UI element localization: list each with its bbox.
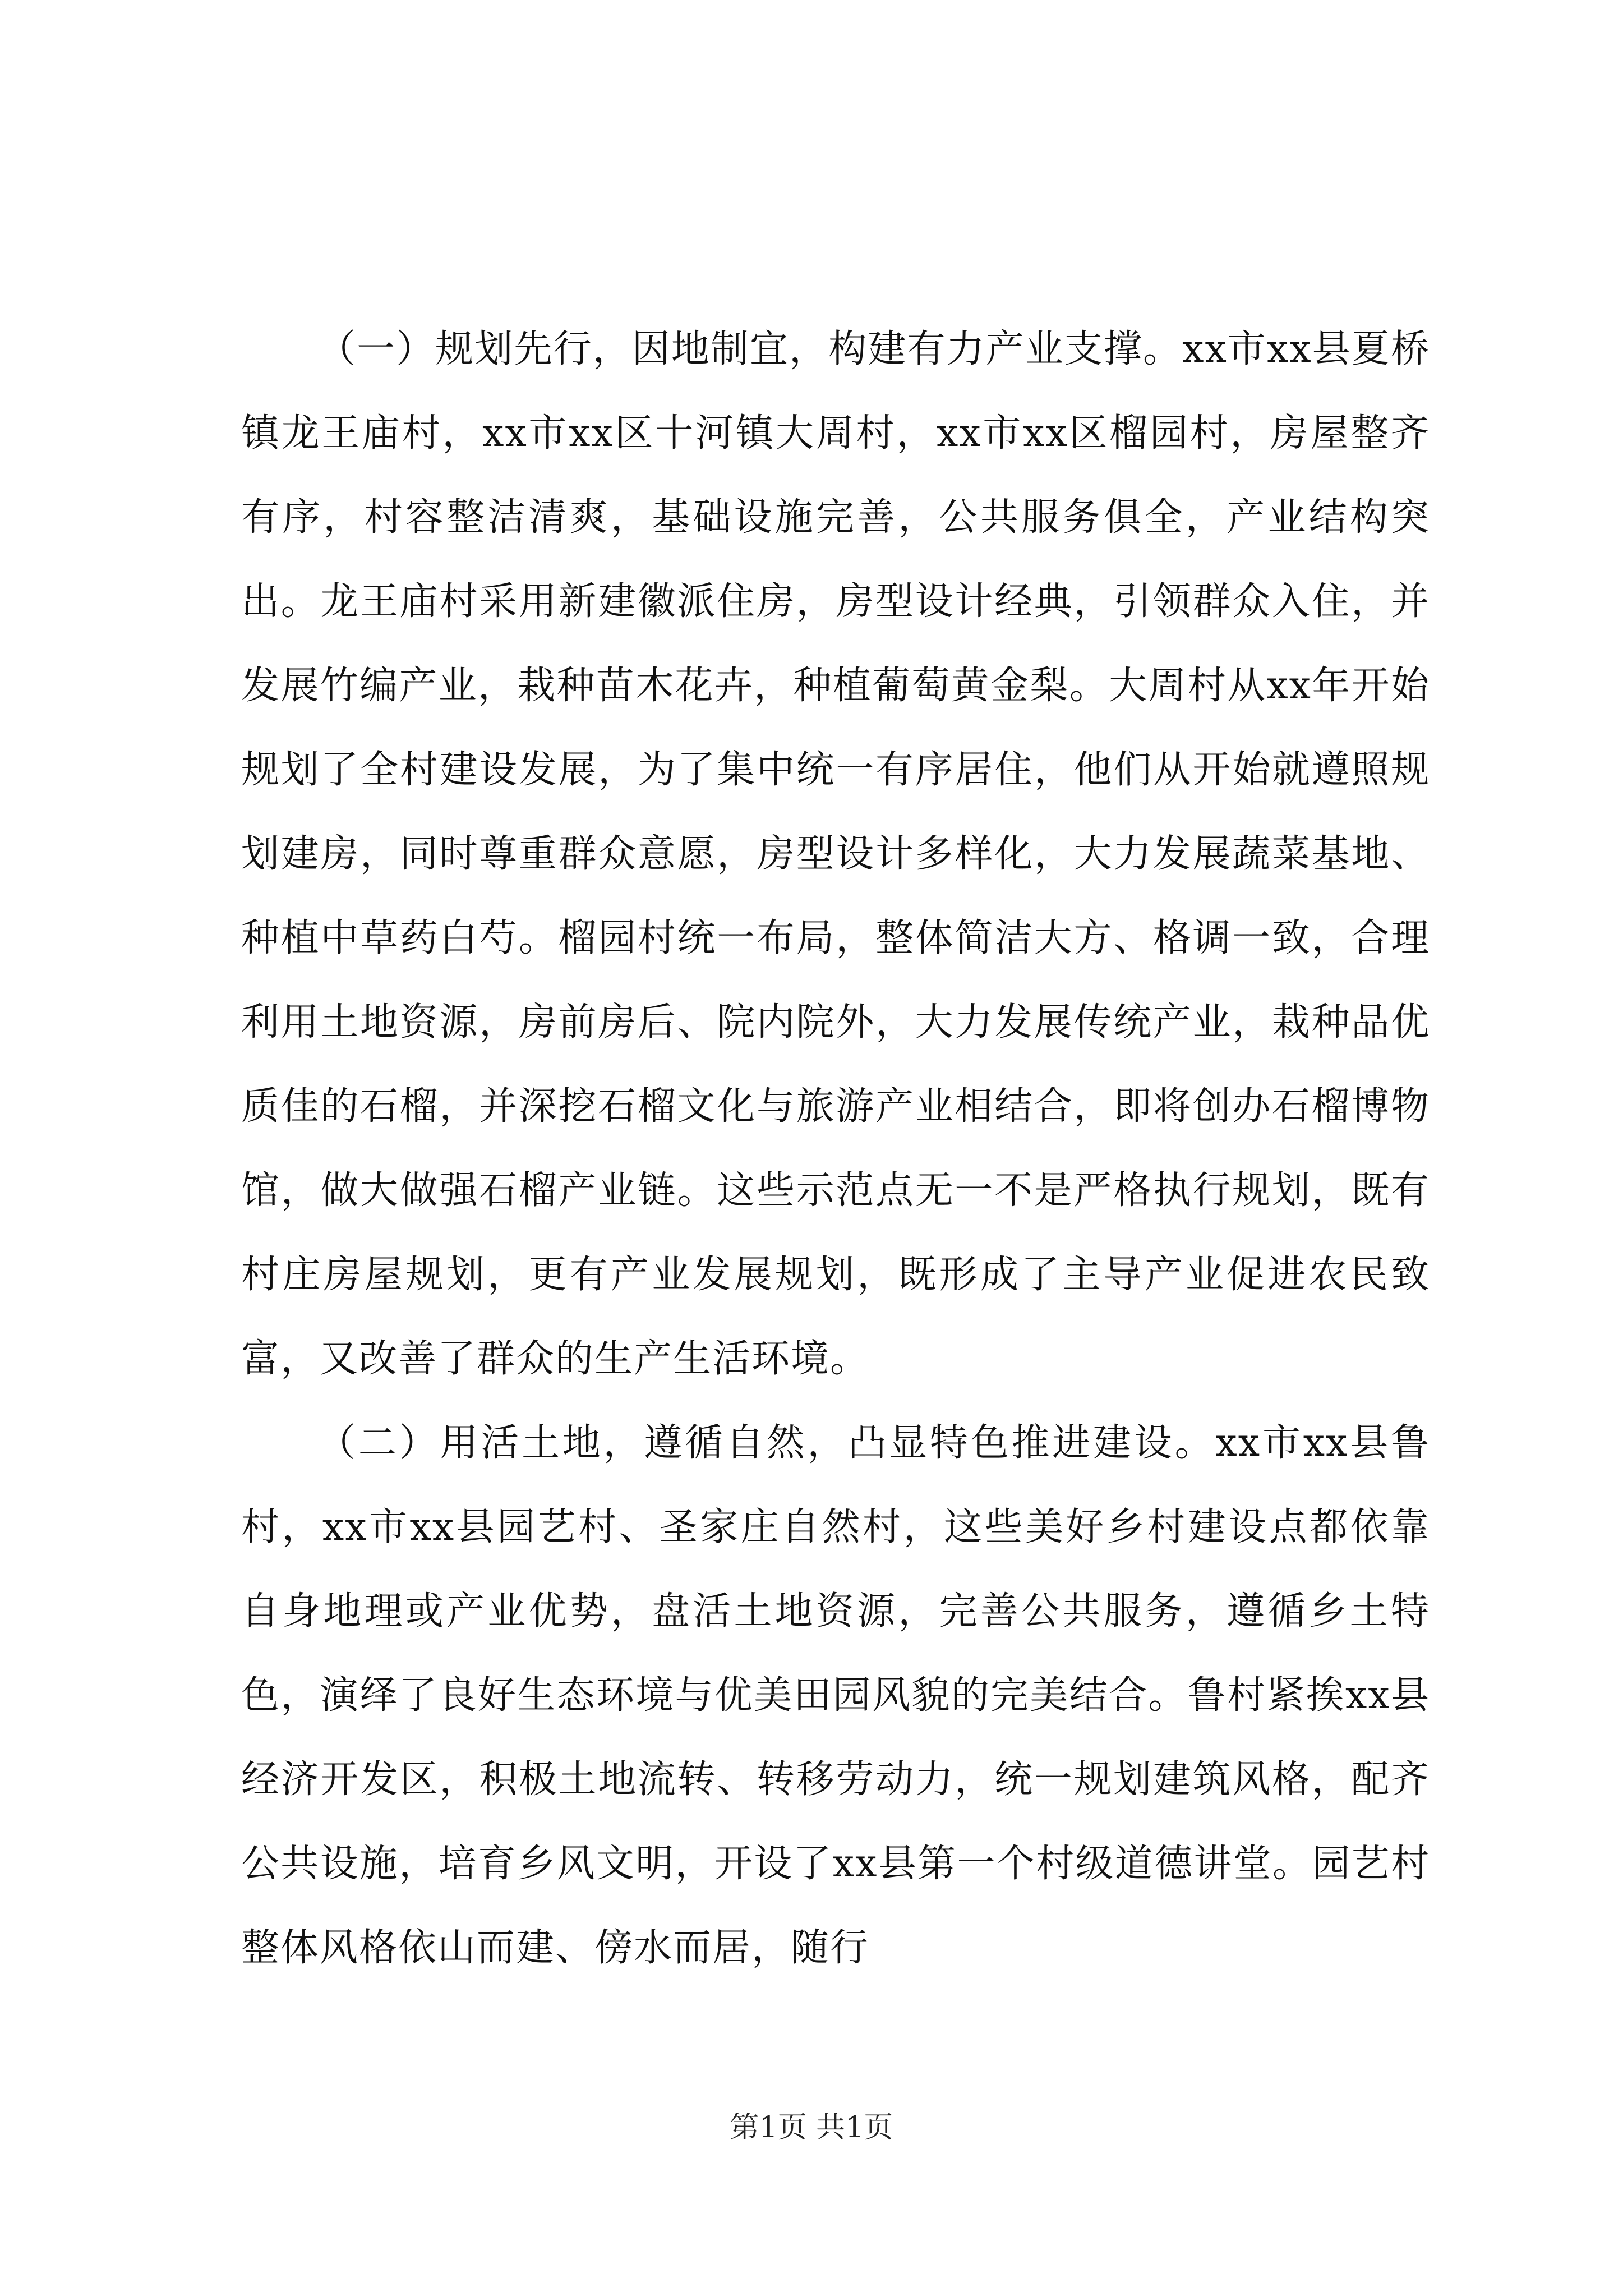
paragraph-land-use: （二）用活土地，遵循自然，凸显特色推进建设。xx市xx县鲁村，xx市xx县园艺村、圣家庄自然村，这些美好乡村建设点都依靠自身地理或产业优势，盘活土地资源，完善公共服务，遵循乡土特色，演绎了良好生态环境与优美田园风貌的完美结合。鲁村紧挨xx县经济开发区，积极土地流转、转移劳动力，统一规划建筑风格，配齐公共设施，培育乡风文明，开设了xx县第一个村级道德讲堂。园艺村整体风格依山而建、傍水而居，随行 (241, 1421, 1430, 1970)
page-footer: 第1页 共1页 (730, 2111, 893, 2145)
paragraph-planning: （一）规划先行，因地制宜，构建有力产业支撑。xx市xx县夏桥镇龙王庙村，xx市xx区十河镇大周村，xx市xx区榴园村，房屋整齐有序，村容整洁清爽，基础设施完善，公共服务俱全，产业结构突出。龙王庙村采用新建徽派住房，房型设计经典，引领群众入住，并发展竹编产业，栽种苗木花卉，种植葡萄黄金梨。大周村从xx年开始规划了全村建设发展，为了集中统一有序居住，他们从开始就遵照规划建房，同时尊重群众意愿，房型设计多样化，大力发展蔬菜基地、种植中草药白芍。榴园村统一布局，整体简洁大方、格调一致，合理利用土地资源，房前房后、院内院外，大力发展传统产业，栽种品优质佳的石榴，并深挖石榴文化与旅游产业相结合，即将创办石榴博物馆，做大做强石榴产业链。这些示范点无一不是严格执行规划，既有村庄房屋规划，更有产业发展规划，既形成了主导产业促进农民致富，又改善了群众的生产生活环境。 (241, 327, 1430, 1381)
document-body (241, 307, 1430, 1990)
